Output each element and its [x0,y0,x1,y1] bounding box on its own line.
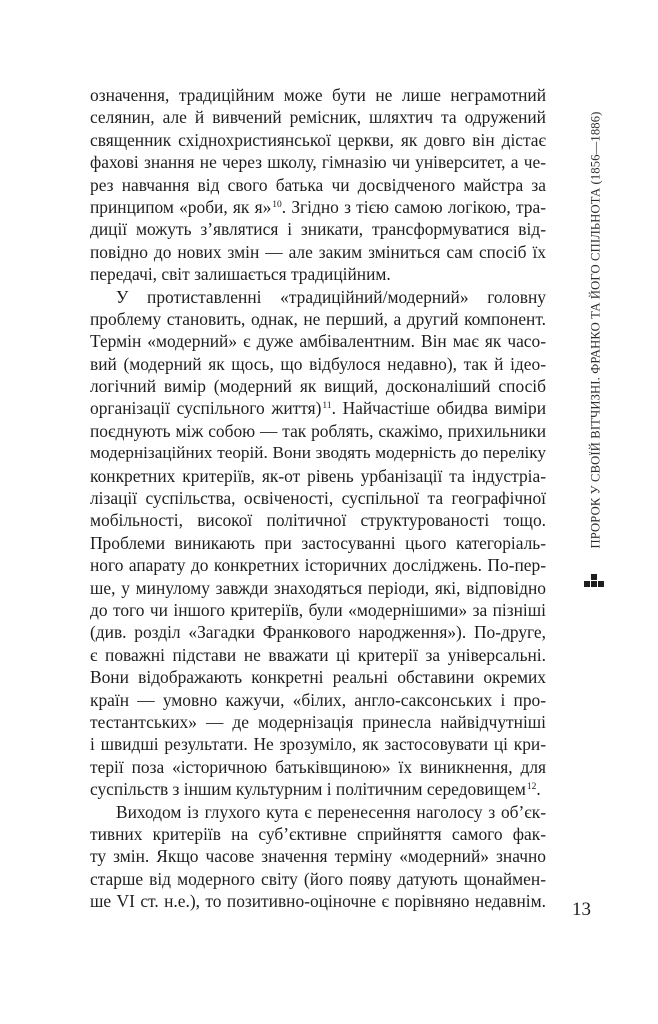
body-text [90,84,546,912]
text-line: Проблеми виникають при застосуванні цього категоріаль- [90,532,546,553]
text-line: організації суспільного життя)$^{11}$. Найчастіше обидва виміри [90,398,546,419]
footnote-ref: 12 [526,782,537,793]
text-line: фахові знання не через школу, гімназію чи університет, а че- [90,152,546,173]
text-line: повідно до нових змін — але заким зміниться сам спосіб їх [90,241,546,262]
running-head-text: ПРОРОК У СВОЇЙ ВІТЧИЗНІ. ФРАНКО ТА ЙОГО СПІЛЬНОТА (1856—1886) [588,111,603,549]
text-line: ного апарату до конкретних історичних досліджень. По-пер- [90,555,546,576]
text-line: лізації суспільства, освіченості, суспільної та географічної [90,488,546,509]
text-line: означення, традиційним може бути не лише неграмотний [90,85,546,105]
ornament-icon [584,573,606,589]
text-line: селянин, але й вивчений ремісник, шляхтич та одружений [90,107,546,128]
running-head [586,96,606,564]
text-line: до того чи іншого критеріїв, були «модернішими» за пізніші [90,599,546,620]
text-line: логічний вимір (модерний як вищий, досконаліший спосіб [90,376,546,397]
text-line: країн — умовно кажучи, «білих, англо-саксонських і про- [90,689,546,710]
text-line: (див. розділ «Загадки Франкового народження»). По-друге, [90,622,546,643]
text-line: модернізаційних теорій. Вони зводять модерність до переліку [90,443,546,463]
text-line: проблему становить, однак, не перший, а другий компонент. [90,308,546,329]
text-line: Вони відображають конкретні реальні обставини окремих [90,667,546,688]
text-line: поєднують між собою — так роблять, скажімо, прихильники [90,420,546,441]
text-line: старше від модерного світу (його появу датують щонаймен- [90,868,546,889]
text-line: диції можуть з’являтися і зникати, трансформуватися від- [90,219,546,240]
text-line: тивних критеріїв на суб’єктивне сприйняття самого фак- [90,823,546,844]
text-line: є поважні підстави не вважати ці критерії за універсальні. [90,644,546,665]
text-line: суспільств з іншим культурним і політичним середовищем$^{12}$. [90,779,541,800]
text-line: рез навчання від свого батька чи досвідченого майстра за [90,174,546,195]
footnote-ref: 10 [272,199,282,210]
text-line: ту змін. Якщо часове значення терміну «модерний» значно [90,846,546,867]
text-line: мобільності, високої політичної структурованості тощо. [90,510,546,531]
paragraph-first-line: Виходом із глухого кута є перенесення наголосу з об’єк- [116,801,546,822]
text-line: конкретних критеріїв, як-от рівень урбанізації та індустріа- [90,465,546,486]
text-line: передачі, світ залишається традиційним. [90,264,391,285]
footnote-ref: 11 [322,401,332,412]
page-number: 13 [572,899,591,920]
text-line: ше VI ст. н.е.), то позитивно-оціночне є порівняно недавнім. [90,891,546,912]
text-line: Термін «модерний» є дуже амбівалентним. Він має як часо- [90,331,546,352]
text-line: принципом «роби, як я»$^{10}$. Згідно з тією самою логікою, тра- [90,196,546,217]
text-line: терії поза «історичною батьківщиною» їх виникнення, для [90,756,546,777]
text-line: ше, у минулому завжди знаходяться періоди, які, відповідно [90,577,546,598]
text-line: вий (модерний як щось, що відбулося недавно), так й ідео- [90,353,546,374]
text-line: і швидші результати. Не зрозуміло, як застосовувати ці кри- [90,734,546,755]
text-line: священник східнохристиянської церкви, як довго він дістає [90,129,546,150]
text-line: тестантських» — де модернізація принесла найвідчутніші [90,711,546,732]
paragraph-first-line: У протиставленні «традиційний/модерний» головну [116,286,546,307]
